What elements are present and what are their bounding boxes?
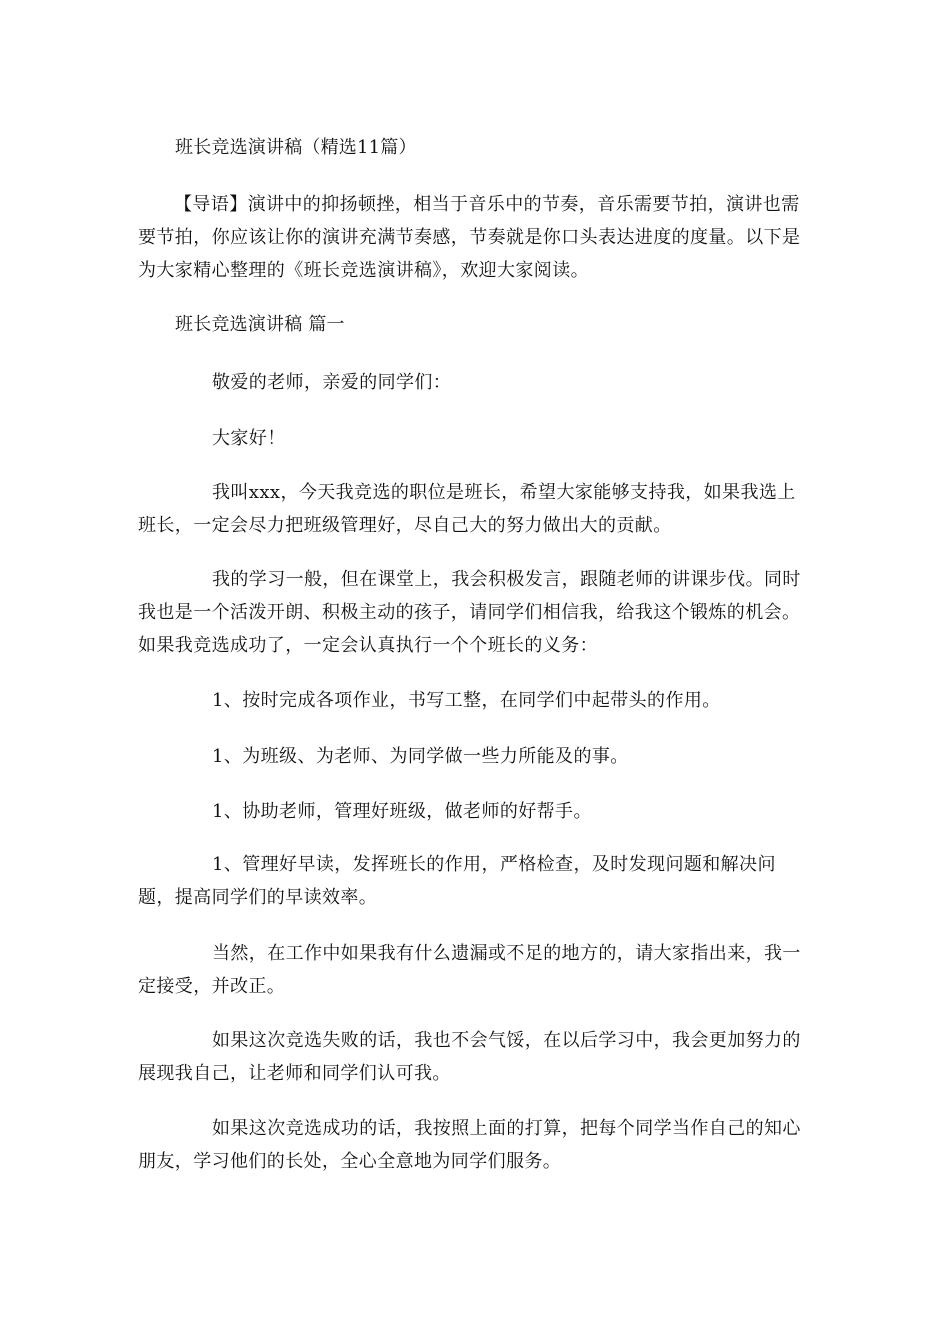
paragraph-self-intro: 我叫xxx，今天我竞选的职位是班长，希望大家能够支持我，如果我选上班长，一定会尽力把班级管理好，尽自己大的努力做出大的贡献。 (138, 482, 796, 536)
paragraph-greeting-1: 敬爱的老师，亲爱的同学们： (212, 372, 452, 393)
paragraph-greeting-2: 大家好！ (212, 428, 286, 449)
paragraph-if-fail: 如果这次竞选失败的话，我也不会气馁，在以后学习中，我会更加努力的展现我自己，让老师和同学们认可我。 (138, 1030, 801, 1084)
paragraph-accept-feedback: 当然，在工作中如果我有什么遗漏或不足的地方的，请大家指出来，我一定接受，并改正。 (138, 943, 801, 997)
duty-item-4: 1、管理好早读，发挥班长的作用，严格检查，及时发现问题和解决问题，提高同学们的早读效率。 (138, 854, 776, 908)
duty-item-2: 1、为班级、为老师、为同学做一些力所能及的事。 (212, 746, 629, 767)
paragraph-study: 我的学习一般，但在课堂上，我会积极发言，跟随老师的讲课步伐。同时我也是一个活泼开朗、积极主动的孩子，请同学们相信我，给我这个锻炼的机会。如果我竞选成功了，一定会认真执行一个个班长的义务： (138, 569, 801, 656)
paragraph-if-success: 如果这次竞选成功的话，我按照上面的打算，把每个同学当作自己的知心朋友，学习他们的长处，全心全意地为同学们服务。 (138, 1118, 801, 1172)
duty-item-1: 1、按时完成各项作业，书写工整，在同学们中起带头的作用。 (212, 690, 721, 711)
intro-paragraph: 【导语】演讲中的抑扬顿挫，相当于音乐中的节奏，音乐需要节拍，演讲也需要节拍，你应该让你的演讲充满节奏感，节奏就是你口头表达进度的度量。以下是为大家精心整理的《班长竞选演讲稿》，欢迎大家阅读。 (138, 194, 801, 281)
duty-item-3: 1、协助老师，管理好班级，做老师的好帮手。 (212, 801, 592, 822)
document-title: 班长竞选演讲稿（精选11篇） (175, 137, 417, 158)
section-heading: 班长竞选演讲稿 篇一 (175, 314, 345, 335)
